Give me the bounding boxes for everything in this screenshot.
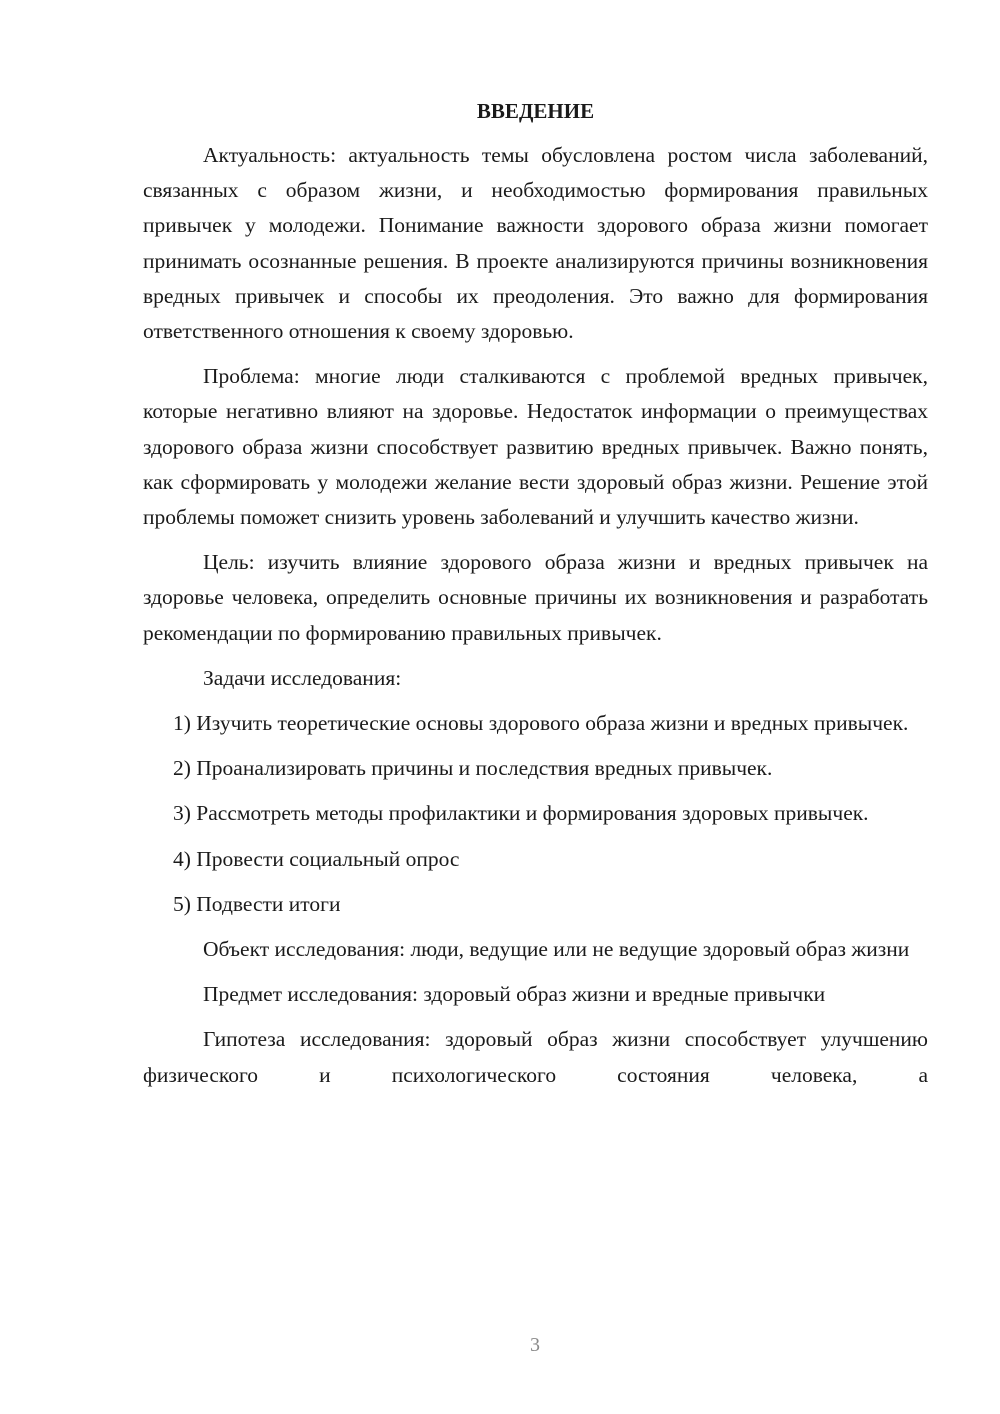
section-title: ВВЕДЕНИЕ xyxy=(476,99,595,123)
page-number: 3 xyxy=(530,1334,540,1356)
subject-paragraph: Предмет исследования: здоровый образ жизни и вредные привычки xyxy=(203,982,826,1007)
document-page xyxy=(143,96,928,1103)
hypothesis-paragraph: Гипотеза исследования: здоровый образ жизни способствует улучшению физического и психологического состояния человека, а xyxy=(143,1027,928,1087)
relevance-paragraph: Актуальность: актуальность темы обусловлена ростом числа заболеваний, связанных с образом жизни, и необходимостью формирования правильных привычек у молодежи. Понимание важности здорового образа жизни помогает принимать осознанные решения. В проекте анализируются причины возникновения вредных привычек и способы их преодоления. Это важно для формирования ответственного отношения к своему здоровью. xyxy=(143,143,928,344)
task-item-3: 3) Рассмотреть методы профилактики и формирования здоровых привычек. xyxy=(173,801,869,826)
problem-paragraph: Проблема: многие люди сталкиваются с проблемой вредных привычек, которые негативно влияют на здоровье. Недостаток информации о преимуществах здорового образа жизни способствует развитию вредных привычек. Важно понять, как сформировать у молодежи желание вести здоровый образ жизни. Решение этой проблемы поможет снизить уровень заболеваний и улучшить качество жизни. xyxy=(143,364,928,530)
task-item-2: 2) Проанализировать причины и последствия вредных привычек. xyxy=(173,756,773,781)
task-item-5: 5) Подвести итоги xyxy=(173,891,341,916)
goal-paragraph: Цель: изучить влияние здорового образа жизни и вредных привычек на здоровье человека, определить основные причины их возникновения и разработать рекомендации по формированию правильных привычек. xyxy=(143,550,928,645)
task-item-4: 4) Провести социальный опрос xyxy=(173,846,460,871)
object-paragraph: Объект исследования: люди, ведущие или не ведущие здоровый образ жизни xyxy=(203,937,910,962)
task-item-1: 1) Изучить теоретические основы здорового образа жизни и вредных привычек. xyxy=(173,711,909,736)
tasks-heading: Задачи исследования: xyxy=(203,665,402,690)
